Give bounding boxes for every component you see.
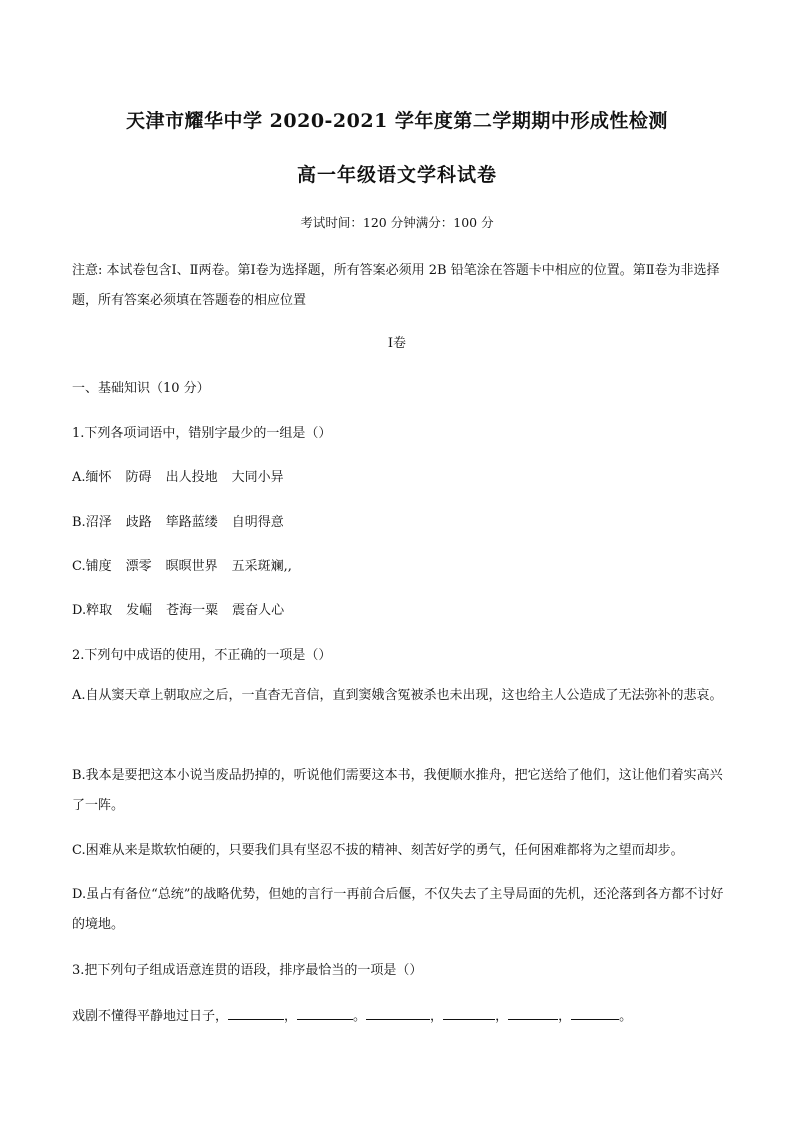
- exam-time-score: 考试时间：120 分钟满分：100 分: [300, 215, 494, 230]
- option-label: A.: [72, 470, 86, 485]
- question-1-stem: 1.下列各项词语中，错别字最少的一组是（）: [72, 426, 332, 441]
- option-word: 铺度: [85, 559, 112, 574]
- question-3-fill-in: [72, 1005, 726, 1024]
- option-word: 震奋人心: [232, 603, 285, 618]
- option-word: 防碍: [125, 470, 152, 485]
- answer-blank: [228, 1009, 284, 1020]
- answer-blank: [571, 1009, 619, 1020]
- punctuation: 。: [353, 1009, 367, 1024]
- option-label: D.: [72, 603, 87, 618]
- option-word: 漂零: [125, 559, 152, 574]
- answer-blank: [508, 1009, 558, 1020]
- notice-paragraph: 注意: 本试卷包含Ⅰ、Ⅱ两卷。第Ⅰ卷为选择题，所有答案必须用 2B 铅笔涂在答题卡中相应的位置。第Ⅱ卷为非选择题，所有答案必须填在答题卷的相应位置: [72, 263, 720, 308]
- option-word: 出人投地: [165, 470, 218, 485]
- question-2-option-d: D.虽占有备位“总统”的战略优势，但她的言行一再前合后偃，不仅失去了主导局面的先机，还沦落到各方都不讨好的境地。: [72, 887, 724, 932]
- punctuation: ，: [284, 1009, 298, 1024]
- option-label: C.: [72, 559, 86, 574]
- question-1-option-a: [72, 466, 726, 485]
- section-heading: 一、基础知识（10 分）: [72, 381, 210, 396]
- option-word: 五采斑斓,,: [231, 559, 292, 574]
- punctuation: ，: [495, 1009, 509, 1024]
- answer-blank: [443, 1009, 495, 1020]
- answer-blank: [366, 1009, 430, 1020]
- exam-title: 天津市耀华中学 2020-2021 学年度第二学期期中形成性检测: [126, 110, 668, 132]
- punctuation: 。: [619, 1009, 633, 1024]
- option-word: 粹取: [86, 603, 113, 618]
- option-word: 发崛: [126, 603, 153, 618]
- option-word: 沼泽: [85, 515, 112, 530]
- question-2-option-a: A.自从窦天章上朝取应之后，一直杳无音信，直到窦娥含冤被杀也未出现，这也给主人公造成了无法弥补的悲哀。: [72, 688, 723, 703]
- option-word: 大同小异: [231, 470, 284, 485]
- option-word: 自明得意: [231, 515, 284, 530]
- question-2-stem: 2.下列句中成语的使用，不正确的一项是（）: [72, 648, 332, 663]
- question-1-option-d: [72, 599, 726, 618]
- volume-label: Ⅰ卷: [387, 336, 407, 351]
- punctuation: ，: [430, 1009, 444, 1024]
- exam-subtitle: 高一年级语文学科试卷: [296, 164, 497, 186]
- question-3-stem: 3.把下列句子组成语意连贯的语段，排序最恰当的一项是（）: [72, 963, 423, 978]
- option-word: 歧路: [125, 515, 152, 530]
- option-word: 筚路蓝缕: [165, 515, 218, 530]
- punctuation: ，: [558, 1009, 572, 1024]
- answer-blank: [297, 1009, 353, 1020]
- option-word: 暝暝世界: [165, 559, 218, 574]
- option-word: 缅怀: [85, 470, 112, 485]
- question-2-option-c: C.困难从来是欺软怕硬的，只要我们具有坚忍不拔的精神、刻苦好学的勇气，任何困难都将为之望而却步。: [72, 843, 684, 858]
- question-3-lead: 戏剧不懂得平静地过日子，: [72, 1009, 229, 1024]
- question-1-option-b: [72, 511, 726, 530]
- question-2-option-b: B.我本是要把这本小说当废品扔掉的，听说他们需要这本书，我便顺水推舟，把它送给了他们，这让他们着实高兴了一阵。: [72, 768, 723, 813]
- option-word: 苍海一粟: [166, 603, 219, 618]
- option-label: B.: [72, 515, 86, 530]
- question-1-option-c: [72, 555, 726, 574]
